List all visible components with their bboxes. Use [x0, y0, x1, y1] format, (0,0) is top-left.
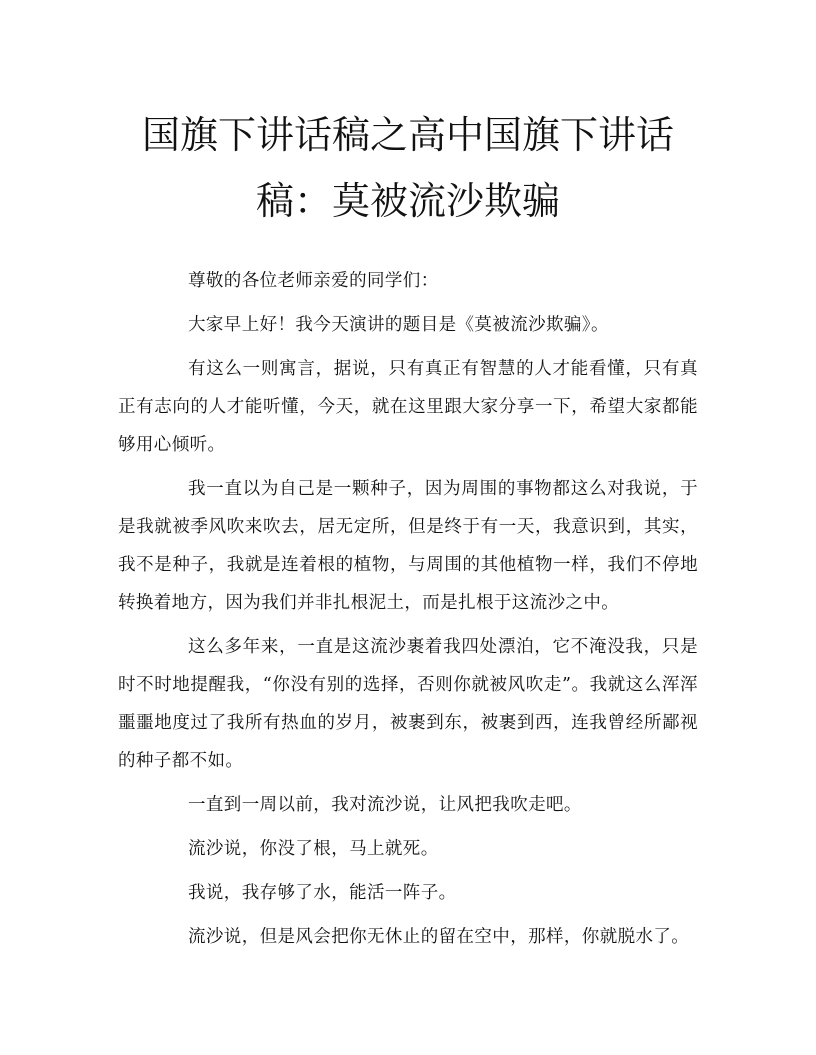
document-body [118, 262, 698, 962]
paragraph-greeting: 尊敬的各位老师亲爱的同学们： [188, 271, 439, 291]
paragraph-dialogue-4: 流沙说，但是风会把你无休止的留在空中，那样，你就脱水了。 [188, 927, 690, 947]
paragraph-dialogue-2: 流沙说，你没了根，马上就死。 [188, 839, 439, 859]
paragraph-opening: 大家早上好！我今天演讲的题目是《莫被流沙欺骗》。 [188, 315, 609, 335]
paragraph-quicksand: 这么多年来，一直是这流沙裹着我四处漂泊，它不淹没我，只是时不时地提醒我，“你没有别的选择，否则你就被风吹走”。我就这么浑浑噩噩地度过了我所有热血的岁月，被裹到东，被裹到西，连我曾经所鄙视的种子都不如。 [118, 637, 698, 771]
paragraph-fable-intro: 有这么一则寓言，据说，只有真正有智慧的人才能看懂，只有真正有志向的人才能听懂，今天，就在这里跟大家分享一下，希望大家都能够用心倾听。 [118, 359, 698, 455]
document-title: 国旗下讲话稿之高中国旗下讲话稿：莫被流沙欺骗 [141, 113, 674, 223]
paragraph-seed: 我一直以为自己是一颗种子，因为周围的事物都这么对我说，于是我就被季风吹来吹去，居无定所，但是终于有一天，我意识到，其实，我不是种子，我就是连着根的植物，与周围的其他植物一样，我们不停地转换着地方，因为我们并非扎根泥土，而是扎根于这流沙之中。 [118, 479, 698, 613]
paragraph-dialogue-3: 我说，我存够了水，能活一阵子。 [188, 883, 457, 903]
paragraph-dialogue-1: 一直到一周以前，我对流沙说，让风把我吹走吧。 [188, 795, 582, 815]
